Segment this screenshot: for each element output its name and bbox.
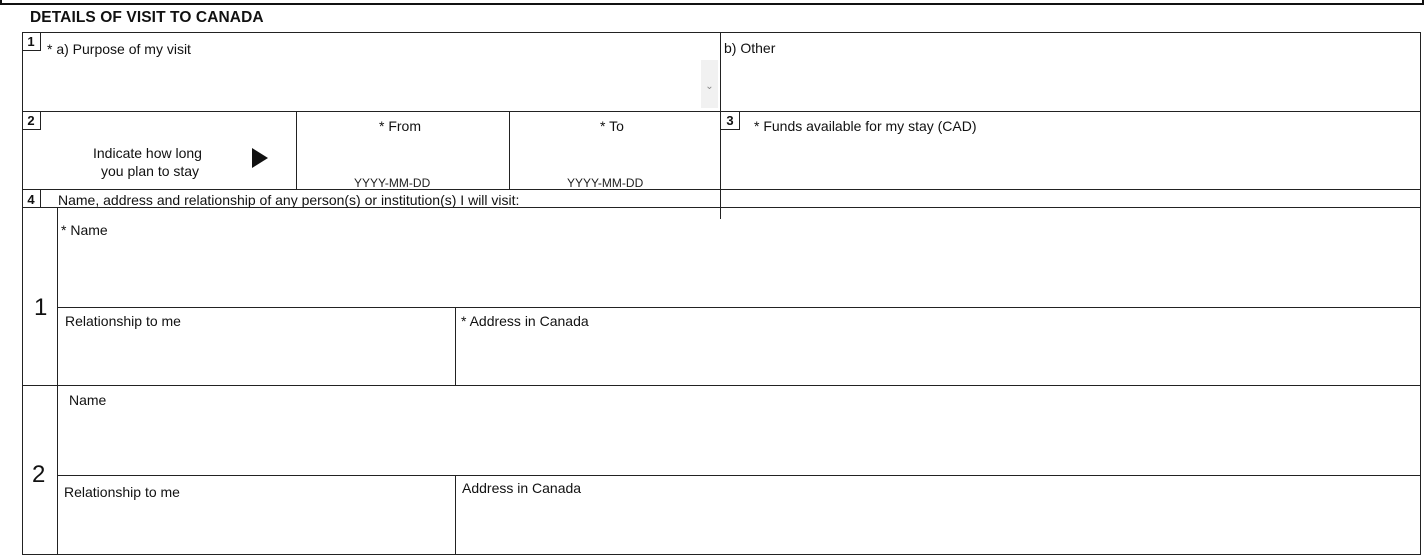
to-label: * To [600,118,624,134]
person-1-name-bottom-border [57,307,1421,308]
funds-label: * Funds available for my stay (CAD) [754,118,977,134]
question-number-3: 3 [721,112,740,130]
indicate-duration-line1: Indicate how long [93,145,202,161]
q4-instruction: Name, address and relationship of any person(s) or institution(s) I will visit: [58,192,520,208]
arrow-right-icon [252,148,268,168]
q4-number-divider [40,189,41,207]
person-2-name-label: Name [69,392,107,408]
purpose-select[interactable] [23,60,701,110]
person-2-relationship-input[interactable] [59,502,454,552]
from-date-hint: YYYY-MM-DD [354,176,431,190]
section-title: DETAILS OF VISIT TO CANADA [30,9,264,26]
row2-bottom-border [22,189,1421,190]
person-1-mid-divider [455,307,456,385]
row4-header-bottom-border [22,207,1421,208]
person-index-divider [57,207,58,555]
to-left-divider [509,111,510,189]
person-1-index: 1 [34,294,48,321]
top-frame-edge [0,0,1424,5]
funds-input[interactable] [722,137,1419,187]
person-2-address-label: Address in Canada [462,480,582,496]
person-2-address-input[interactable] [457,500,1419,552]
person-1-relationship-input[interactable] [59,333,454,383]
from-date-input[interactable] [298,137,508,173]
other-purpose-input[interactable] [722,58,1419,110]
question-number-2: 2 [22,112,41,130]
question-number-1: 1 [22,33,41,51]
other-label: b) Other [724,40,776,56]
table-top-border [22,32,1420,33]
indicate-duration-line2: you plan to stay [101,163,200,179]
to-date-input[interactable] [511,137,719,173]
person-1-bottom-border [22,385,1421,386]
person-1-address-label: * Address in Canada [461,313,589,329]
person-2-name-input[interactable] [59,412,1419,474]
person-1-name-input[interactable] [59,242,1419,306]
table-bottom-border [22,554,1421,555]
person-2-mid-divider [455,475,456,555]
to-date-hint: YYYY-MM-DD [567,176,644,190]
person-2-name-bottom-border [57,475,1421,476]
person-1-relationship-label: Relationship to me [65,313,181,329]
person-1-address-input[interactable] [457,333,1419,383]
purpose-select-arrow[interactable] [701,60,718,108]
chevron-down-icon: ⌄ [705,81,714,92]
question-number-4: 4 [27,191,35,207]
from-label: * From [379,118,421,134]
from-left-divider [296,111,297,189]
person-1-name-label: * Name [61,222,108,238]
person-2-index: 2 [32,461,46,488]
purpose-label: * a) Purpose of my visit [47,41,191,57]
person-2-relationship-label: Relationship to me [64,484,180,500]
